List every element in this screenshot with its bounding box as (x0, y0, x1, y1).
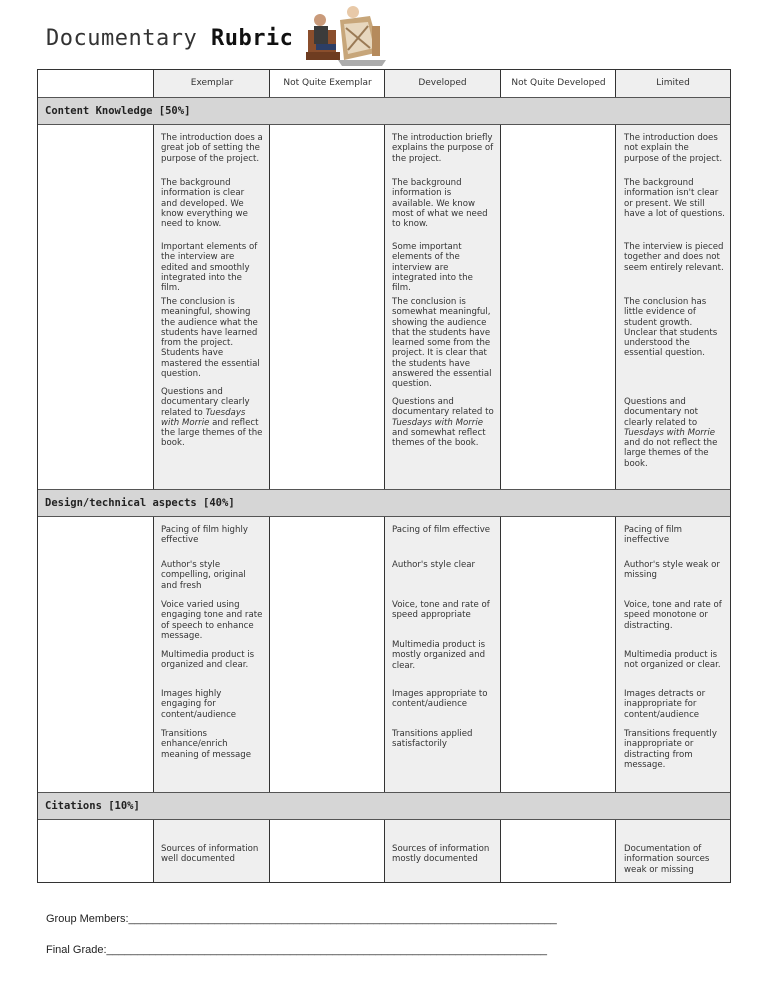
cell-dt5-limited: Images detracts or inappropriate for content/audience (624, 689, 706, 720)
cell-ck2-developed: The background information is available. We know most of what we need to know. (392, 178, 488, 230)
header-not-quite-developed: Not Quite Developed (511, 78, 606, 88)
cell-text: and somewhat reflect themes of the book. (392, 427, 486, 449)
cell-dt2-developed: Author's style clear (392, 560, 476, 570)
cell-dt1-exemplar: Pacing of film highly effective (161, 525, 248, 546)
document-title (46, 26, 293, 51)
title-part-2: Rubric (210, 26, 294, 51)
cell-ck2-limited: The background information isn't clear or present. We still have a lot of questions. (624, 178, 725, 219)
cell-dt2-limited: Author's style weak or missing (624, 560, 720, 581)
cell-ck5-limited (624, 397, 726, 469)
section-content-knowledge: Content Knowledge [50%] (38, 97, 730, 125)
cell-dt4-exemplar: Multimedia product is organized and clear. (161, 650, 255, 671)
cell-ct1-exemplar: Sources of information well documented (161, 844, 259, 865)
cell-text: and reflect the large themes of the book. (161, 417, 263, 449)
interview-illustration-icon (298, 0, 388, 68)
title-part-1: Documentary (46, 26, 198, 51)
cell-ck4-limited: The conclusion has little evidence of student growth. Unclear that students understood the essential question. (624, 297, 718, 359)
divider (153, 70, 154, 882)
divider (269, 70, 270, 882)
cell-ck2-exemplar: The background information is clear and developed. We know everything we need to know. (161, 178, 248, 230)
cell-ck1-developed: The introduction briefly explains the purpose of the project. (392, 133, 494, 164)
cell-text: and do not reflect the large themes of the book. (624, 438, 718, 469)
book-title: Tuesdays with Morrie (392, 417, 483, 428)
cell-dt1-limited: Pacing of film ineffective (624, 525, 682, 546)
book-title: Tuesdays with Morrie (161, 407, 246, 428)
cell-dt6-limited: Transitions frequently inappropriate or distracting from message. (624, 729, 717, 770)
cell-ct1-developed: Sources of information mostly documented (392, 844, 490, 865)
cell-dt2-exemplar: Author's style compelling, original and fresh (161, 560, 246, 591)
final-grade-line[interactable]: Final Grade:________________________________________________________________________ (46, 944, 547, 956)
header-not-quite-exemplar: Not Quite Exemplar (283, 78, 372, 88)
cell-ct1-limited: Documentation of information sources weak or missing (624, 844, 710, 875)
section-citations: Citations [10%] (38, 792, 730, 820)
cell-dt4-limited: Multimedia product is not organized or clear. (624, 650, 721, 671)
cell-dt6-developed: Transitions applied satisfactorily (392, 729, 473, 750)
cell-ck4-developed: The conclusion is somewhat meaningful, showing the audience that the students have learned some from the project. It is clear that the students have answered the essential question. (392, 297, 492, 390)
divider (500, 70, 501, 882)
cell-ck3-limited: The interview is pieced together and does not seem entirely relevant. (624, 242, 724, 273)
cell-ck1-limited: The introduction does not explain the purpose of the project. (624, 133, 723, 164)
cell-dt1-developed: Pacing of film effective (392, 525, 491, 535)
cell-dt3-exemplar: Voice varied using engaging tone and rate of speech to enhance message. (161, 600, 263, 641)
cell-dt6-exemplar: Transitions enhance/enrich meaning of message (161, 729, 252, 760)
cell-ck1-exemplar: The introduction does a great job of setting the purpose of the project. (161, 133, 263, 164)
cell-dt5-exemplar: Images highly engaging for content/audience (161, 689, 237, 720)
group-members-line[interactable]: Group Members:______________________________________________________________________ (46, 913, 557, 925)
rubric-table (37, 69, 731, 883)
header-developed: Developed (418, 78, 467, 88)
book-title: Tuesdays with Morrie (624, 427, 715, 438)
cell-text: Questions and documentary related to (392, 397, 494, 418)
cell-ck5-exemplar (161, 387, 263, 449)
cell-ck5-developed (392, 397, 494, 448)
section-design-technical: Design/technical aspects [40%] (38, 489, 730, 517)
header-limited: Limited (656, 78, 690, 88)
cell-dt5-developed: Images appropriate to content/audience (392, 689, 488, 710)
cell-ck3-exemplar: Important elements of the interview are edited and smoothly integrated into the film. (161, 242, 258, 294)
cell-dt3-developed: Voice, tone and rate of speed appropriate (392, 600, 490, 621)
cell-dt4-developed: Multimedia product is mostly organized and clear. (392, 640, 486, 671)
cell-text: Questions and documentary clearly related to (161, 387, 250, 418)
header-exemplar: Exemplar (190, 78, 234, 88)
divider (615, 70, 616, 882)
cell-ck3-developed: Some important elements of the interview are integrated into the film. (392, 242, 473, 294)
cell-text: Questions and documentary not clearly related to (624, 397, 699, 428)
cell-ck4-exemplar: The conclusion is meaningful, showing the audience what the students have learned from the project. Students have mastered the essential question. (161, 297, 260, 380)
cell-dt3-limited: Voice, tone and rate of speed monotone or distracting. (624, 600, 722, 631)
divider (384, 70, 385, 882)
